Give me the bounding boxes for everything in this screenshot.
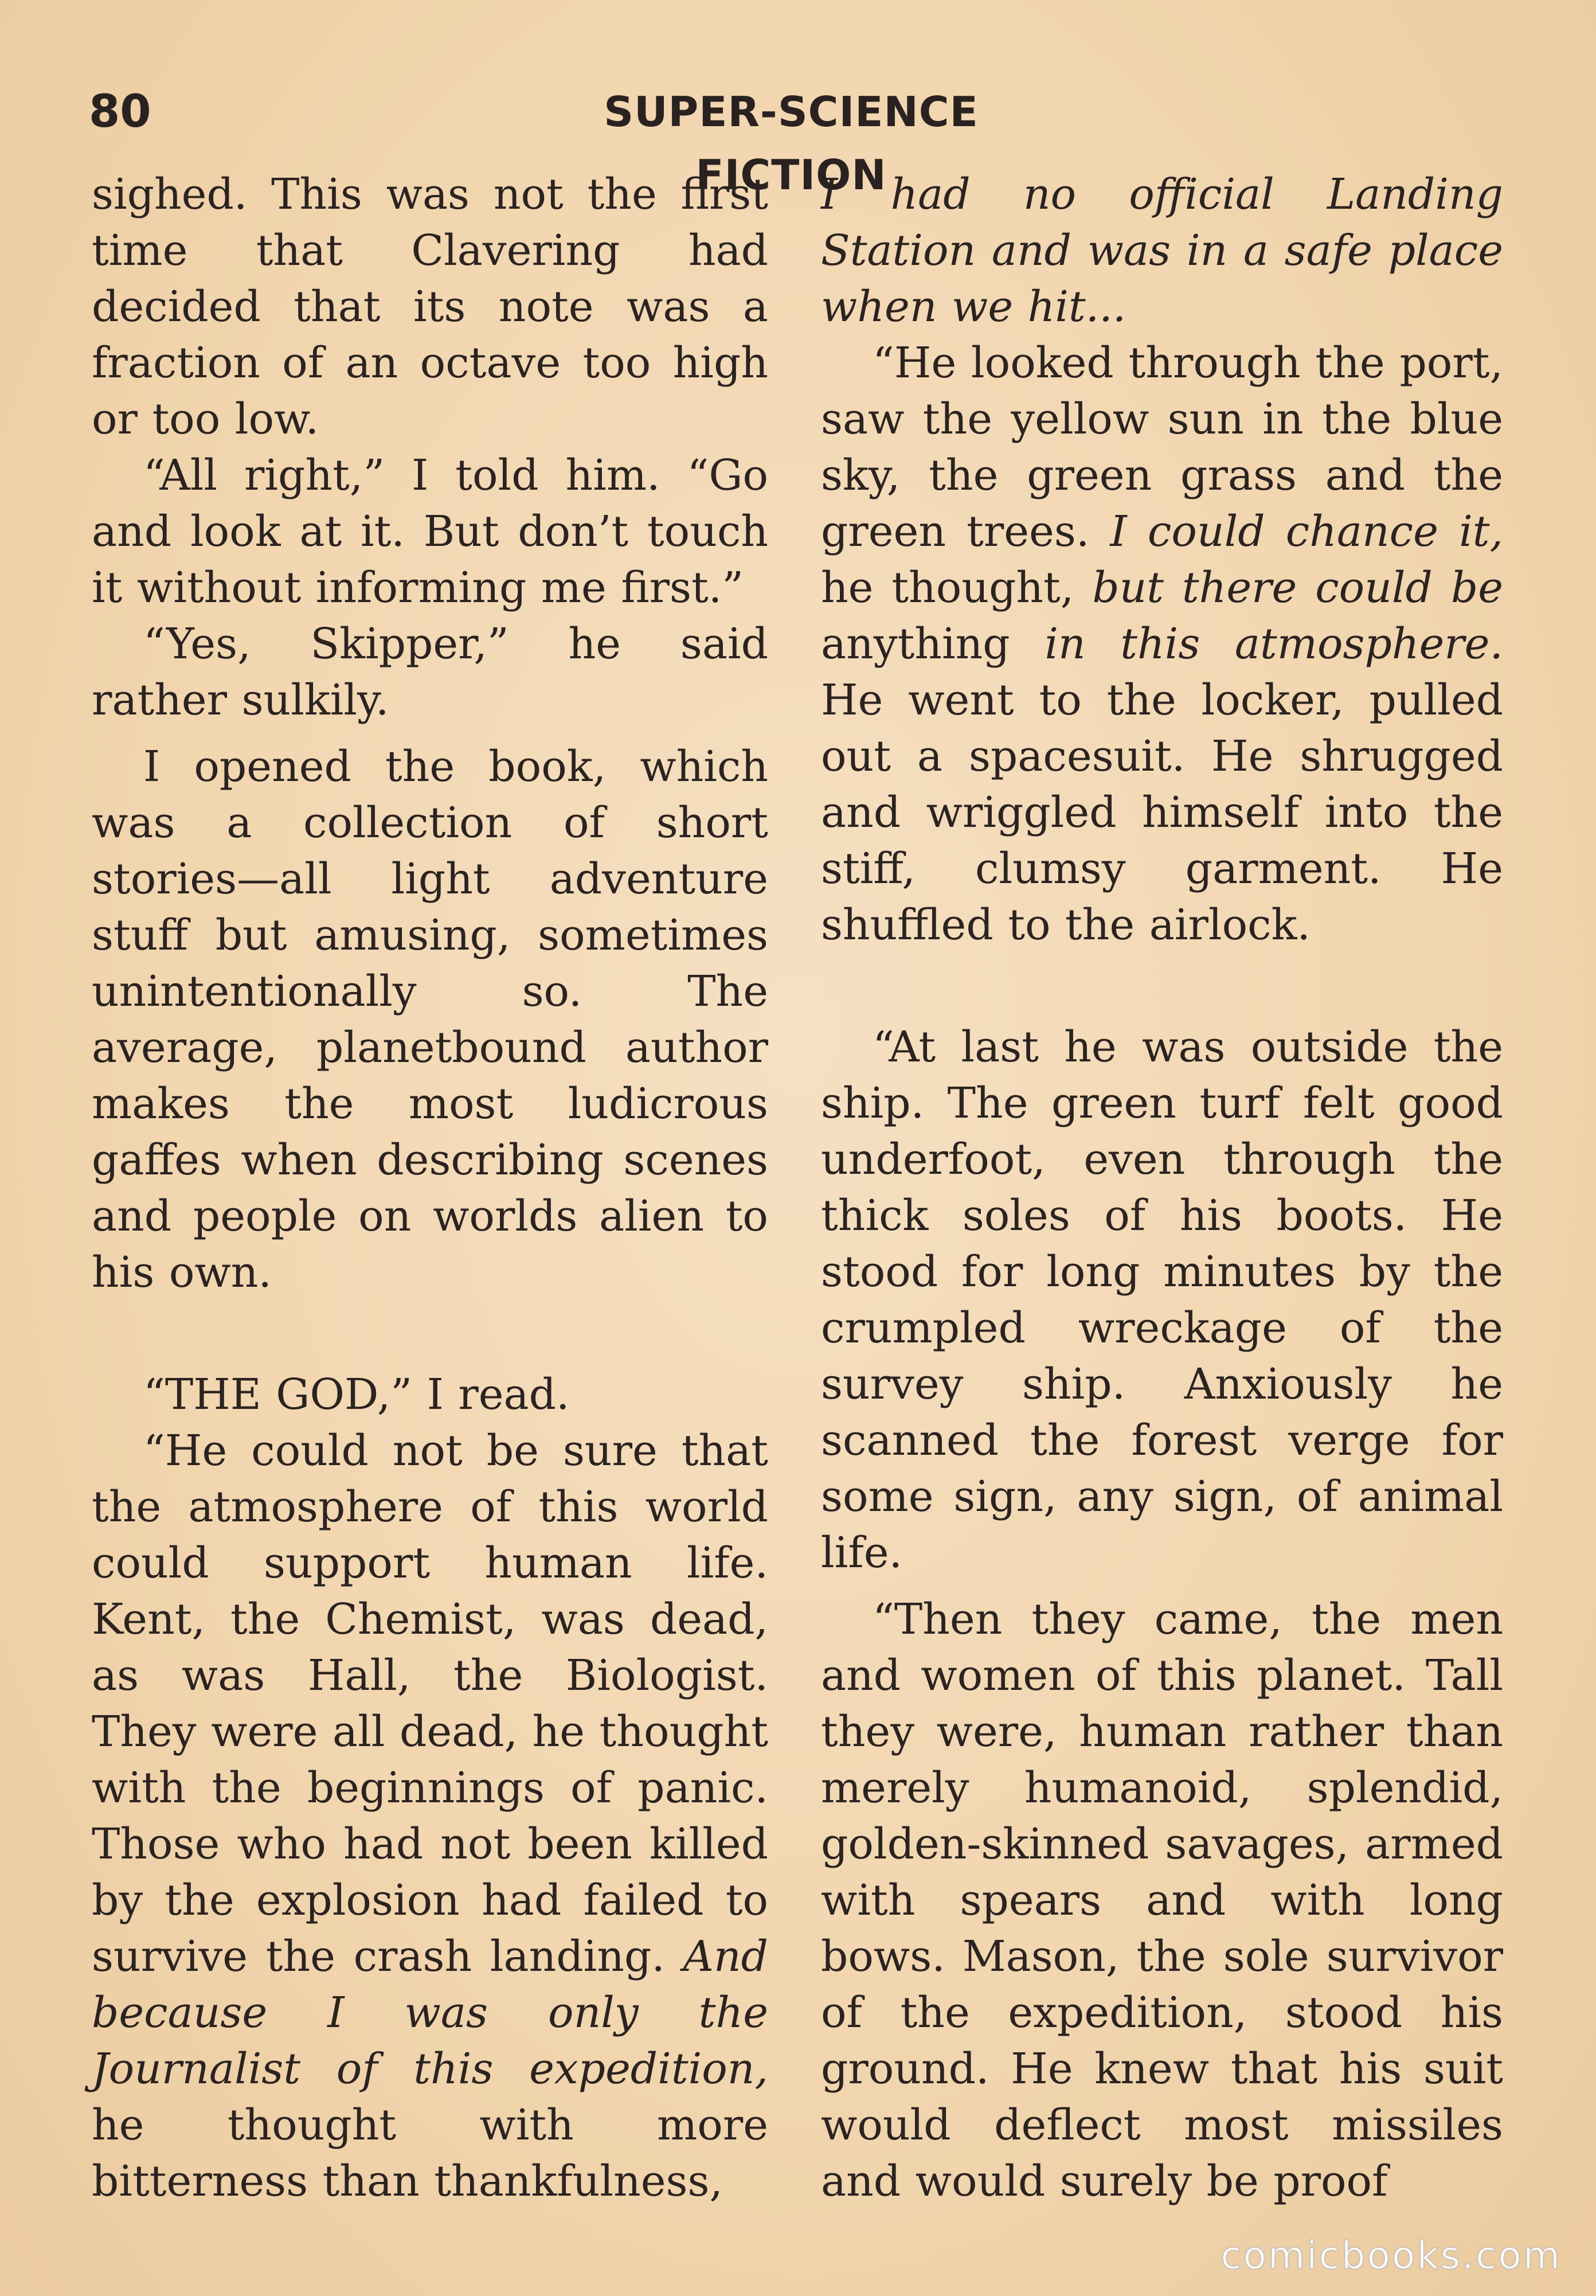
- page-header: [0, 80, 1596, 199]
- paragraph: [92, 1366, 768, 1423]
- site-watermark: comicbooks.com: [1221, 2233, 1562, 2278]
- paragraph: [821, 1591, 1503, 2209]
- italic-text-run: in this atmosphere.: [1045, 619, 1503, 669]
- page-number: 80: [89, 86, 151, 138]
- text-run: “Yes, Skipper,” he said rather sulkily.: [92, 619, 768, 725]
- text-run: he thought,: [821, 563, 1093, 612]
- paragraph: [92, 166, 768, 447]
- italic-text-run: I could chance it,: [1110, 507, 1503, 556]
- text-run: “Then they came, the men and women of this planet. Tall they were, human rather than merely humanoid, splendid, golden-skinned savages, armed with spears and with long bows. Mason, the sole survivor of the expedition, stood his ground. He knew that his suit would deflect most missiles and would surely be proof: [821, 1595, 1503, 2206]
- text-run: “THE GOD,” I read.: [143, 1370, 570, 1419]
- paragraph: [92, 616, 768, 728]
- italic-text-run: but there could be: [1092, 563, 1503, 612]
- text-run: “At last he was outside the ship. The green turf felt good underfoot, even through the thick soles of his boots. He stood for long minutes by the crumpled wreckage of the survey ship. Anxiously he scanned the forest verge for some sign, any sign, of animal life.: [821, 1022, 1503, 1577]
- paragraph: [821, 166, 1503, 335]
- text-run: I opened the book, which was a collection of short stories—all light adventure stuff but amusing, sometimes unintentionally so. The average, planetbound author makes the most ludicrous gaffes when describing scenes and people on worlds alien to his own.: [92, 742, 768, 1297]
- text-run: anything: [821, 619, 1045, 669]
- italic-text-run: I had no official Landing Station and was in a safe place when we hit...: [821, 170, 1503, 331]
- running-title: SUPER-SCIENCE FICTION: [604, 88, 979, 199]
- paragraph: [92, 447, 768, 616]
- text-run: he thought with more bitterness than thankfulness,: [92, 2100, 768, 2206]
- paragraph: [92, 1423, 768, 2209]
- text-run: “All right,” I told him. “Go and look at it. But don’t touch it without informing me first.”: [92, 451, 768, 612]
- text-column-left: [92, 166, 768, 2209]
- text-run: “He could not be sure that the atmosphere of this world could support human life. Kent, the Chemist, was dead, as was Hall, the Biologist. They were all dead, he thought with the beginnings of panic. Those who had not been killed by the explosion had failed to survive the crash landing.: [92, 1426, 768, 1981]
- text-run: sighed. This was not the first time that Clavering had decided that its note was a fraction of an octave too high or too low.: [92, 170, 768, 444]
- text-run: He went to the locker, pulled out a spacesuit. He shrugged and wriggled himself into the stiff, clumsy garment. He shuffled to the airlock.: [821, 675, 1503, 950]
- text-run: “He looked through the port, saw the yellow sun in the blue sky, the green grass and the green trees.: [821, 338, 1503, 556]
- paragraph: [92, 739, 768, 1301]
- text-column-right: [821, 166, 1503, 2209]
- paragraph: [821, 335, 1503, 953]
- paragraph: [821, 1019, 1503, 1581]
- italic-text-run: And because I was only the Journalist of this expedition,: [92, 1932, 768, 2094]
